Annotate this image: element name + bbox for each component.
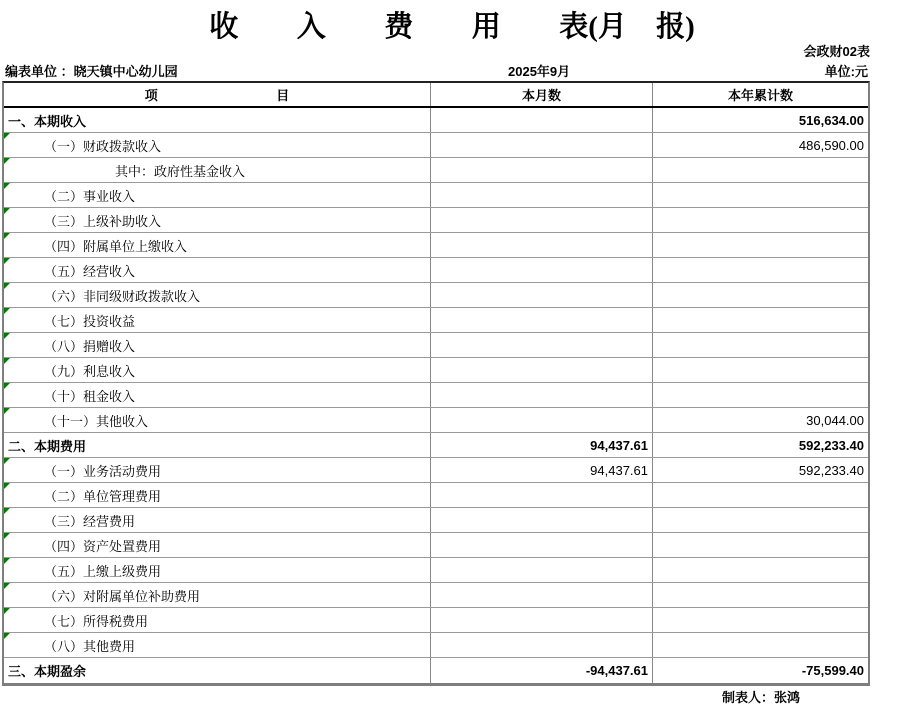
item-cell[interactable] bbox=[4, 358, 431, 382]
month-amount: 94,437.61 bbox=[590, 437, 648, 453]
table-row bbox=[4, 458, 868, 483]
item-cell[interactable] bbox=[4, 458, 431, 482]
month-amount-cell[interactable] bbox=[431, 333, 653, 357]
month-amount-cell[interactable] bbox=[431, 208, 653, 232]
table-row bbox=[4, 183, 868, 208]
ytd-amount-cell[interactable] bbox=[653, 208, 868, 232]
month-amount-cell[interactable] bbox=[431, 258, 653, 282]
table-row bbox=[4, 283, 868, 308]
item-label: （十一）其他收入 bbox=[44, 413, 149, 429]
ytd-amount-cell[interactable] bbox=[653, 358, 868, 382]
ytd-amount: 592,233.40 bbox=[798, 437, 864, 453]
table-row bbox=[4, 258, 868, 283]
item-cell[interactable] bbox=[4, 583, 431, 607]
cell-flag-icon bbox=[4, 383, 10, 389]
table-row bbox=[4, 233, 868, 258]
ytd-amount-cell[interactable] bbox=[653, 483, 868, 507]
table-row bbox=[4, 158, 868, 183]
table-row bbox=[4, 408, 868, 433]
form-code: 会政财02表 bbox=[803, 44, 870, 59]
cell-flag-icon bbox=[4, 508, 10, 514]
month-amount-cell[interactable] bbox=[431, 233, 653, 257]
cell-flag-icon bbox=[4, 233, 10, 239]
table-row bbox=[4, 608, 868, 633]
ytd-amount-cell[interactable] bbox=[653, 458, 868, 482]
column-header-month bbox=[431, 83, 653, 106]
item-cell[interactable] bbox=[4, 308, 431, 332]
column-header-item bbox=[4, 83, 431, 106]
month-amount-cell[interactable] bbox=[431, 483, 653, 507]
month-amount-cell[interactable] bbox=[431, 458, 653, 482]
item-label: （五）上缴上级费用 bbox=[44, 563, 162, 579]
item-cell[interactable] bbox=[4, 633, 431, 657]
item-cell[interactable] bbox=[4, 333, 431, 357]
item-label: （六）非同级财政拨款收入 bbox=[44, 288, 201, 304]
preparer-signature: 制表人：张鸿 bbox=[722, 690, 801, 705]
month-amount-cell[interactable] bbox=[431, 383, 653, 407]
month-amount-cell[interactable] bbox=[431, 283, 653, 307]
item-cell[interactable] bbox=[4, 558, 431, 582]
ytd-amount-cell[interactable] bbox=[653, 333, 868, 357]
month-amount-cell[interactable] bbox=[431, 608, 653, 632]
item-label: （七）所得税费用 bbox=[44, 613, 149, 629]
month-amount-cell[interactable] bbox=[431, 558, 653, 582]
table-row bbox=[4, 483, 868, 508]
item-cell[interactable] bbox=[4, 208, 431, 232]
month-amount-cell[interactable] bbox=[431, 358, 653, 382]
item-cell[interactable] bbox=[4, 658, 431, 683]
table-row bbox=[4, 108, 868, 133]
item-label: 二、本期费用 bbox=[8, 438, 87, 454]
item-label: （七）投资收益 bbox=[44, 313, 136, 329]
ytd-amount-cell[interactable] bbox=[653, 583, 868, 607]
table-row bbox=[4, 658, 868, 683]
item-cell[interactable] bbox=[4, 183, 431, 207]
cell-flag-icon bbox=[4, 283, 10, 289]
month-amount-cell[interactable] bbox=[431, 308, 653, 332]
cell-flag-icon bbox=[4, 158, 10, 164]
month-amount: -94,437.61 bbox=[585, 663, 648, 678]
table-row bbox=[4, 533, 868, 558]
item-cell[interactable] bbox=[4, 158, 431, 182]
item-cell[interactable] bbox=[4, 108, 431, 132]
ytd-amount: -75,599.40 bbox=[801, 663, 864, 678]
column-header-ytd bbox=[653, 83, 868, 106]
table-row bbox=[4, 358, 868, 383]
ytd-amount-cell[interactable] bbox=[653, 183, 868, 207]
ytd-amount: 592,233.40 bbox=[798, 462, 864, 478]
item-label: （三）经营费用 bbox=[44, 513, 136, 529]
month-amount-cell[interactable] bbox=[431, 533, 653, 557]
report-info-line bbox=[5, 61, 868, 77]
item-label: （九）利息收入 bbox=[44, 363, 136, 379]
cell-flag-icon bbox=[4, 608, 10, 614]
item-cell[interactable] bbox=[4, 383, 431, 407]
month-amount-cell[interactable] bbox=[431, 433, 653, 457]
item-label: （一）财政拨款收入 bbox=[44, 138, 162, 154]
item-label: （六）对附属单位补助费用 bbox=[44, 588, 201, 604]
month-amount-cell[interactable] bbox=[431, 508, 653, 532]
table-row bbox=[4, 383, 868, 408]
cell-flag-icon bbox=[4, 333, 10, 339]
item-label: 三、本期盈余 bbox=[8, 664, 87, 679]
table-row bbox=[4, 308, 868, 333]
item-label: （十）租金收入 bbox=[44, 388, 136, 404]
item-label: （四）资产处置费用 bbox=[44, 538, 162, 554]
month-amount-cell[interactable] bbox=[431, 658, 653, 683]
item-label: 一、本期收入 bbox=[8, 113, 87, 129]
item-cell[interactable] bbox=[4, 508, 431, 532]
table-row bbox=[4, 433, 868, 458]
ytd-amount: 486,590.00 bbox=[798, 137, 864, 153]
item-label: （一）业务活动费用 bbox=[44, 463, 162, 479]
table-header-row bbox=[4, 83, 868, 108]
currency-unit: 单位:元 bbox=[824, 64, 868, 79]
ytd-amount-cell[interactable] bbox=[653, 633, 868, 657]
table-body bbox=[4, 108, 868, 683]
item-label: （八）捐赠收入 bbox=[44, 338, 136, 354]
ytd-amount-cell[interactable] bbox=[653, 408, 868, 432]
item-label: （四）附属单位上缴收入 bbox=[44, 238, 188, 254]
reporting-unit: 编表单位 ：晓天镇中心幼儿园 bbox=[5, 64, 178, 79]
cell-flag-icon bbox=[4, 633, 10, 639]
ytd-amount: 30,044.00 bbox=[806, 412, 864, 428]
ytd-amount-cell[interactable] bbox=[653, 383, 868, 407]
column-header-month-label: 本月数 bbox=[521, 88, 561, 103]
ytd-amount: 516,634.00 bbox=[798, 112, 864, 128]
column-header-ytd-label: 本年累计数 bbox=[727, 88, 793, 103]
column-header-item-label: 项 目 bbox=[144, 88, 290, 103]
month-amount-cell[interactable] bbox=[431, 108, 653, 132]
table-row bbox=[4, 208, 868, 233]
item-label: 其中：政府性基金收入 bbox=[115, 163, 246, 179]
report-period: 2025年9月 bbox=[508, 64, 571, 79]
cell-flag-icon bbox=[4, 183, 10, 189]
ytd-amount-cell[interactable] bbox=[653, 433, 868, 457]
item-label: （三）上级补助收入 bbox=[44, 213, 162, 229]
month-amount-cell[interactable] bbox=[431, 183, 653, 207]
ytd-amount-cell[interactable] bbox=[653, 608, 868, 632]
ytd-amount-cell[interactable] bbox=[653, 508, 868, 532]
income-expense-table bbox=[2, 81, 870, 686]
item-cell[interactable] bbox=[4, 233, 431, 257]
item-label: （二）事业收入 bbox=[44, 188, 136, 204]
cell-flag-icon bbox=[4, 408, 10, 414]
ytd-amount-cell[interactable] bbox=[653, 658, 868, 683]
month-amount-cell[interactable] bbox=[431, 133, 653, 157]
table-row bbox=[4, 558, 868, 583]
ytd-amount-cell[interactable] bbox=[653, 108, 868, 132]
table-row bbox=[4, 133, 868, 158]
item-cell[interactable] bbox=[4, 283, 431, 307]
month-amount-cell[interactable] bbox=[431, 583, 653, 607]
table-row bbox=[4, 333, 868, 358]
ytd-amount-cell[interactable] bbox=[653, 308, 868, 332]
item-cell[interactable] bbox=[4, 433, 431, 457]
ytd-amount-cell[interactable] bbox=[653, 133, 868, 157]
table-row bbox=[4, 508, 868, 533]
item-cell[interactable] bbox=[4, 483, 431, 507]
month-amount-cell[interactable] bbox=[431, 633, 653, 657]
table-row bbox=[4, 583, 868, 608]
ytd-amount-cell[interactable] bbox=[653, 558, 868, 582]
page-title: 收 入 费 用 表(月 报) bbox=[209, 11, 695, 43]
ytd-amount-cell[interactable] bbox=[653, 158, 868, 182]
cell-flag-icon bbox=[4, 208, 10, 214]
cell-flag-icon bbox=[4, 133, 10, 139]
cell-flag-icon bbox=[4, 308, 10, 314]
month-amount-cell[interactable] bbox=[431, 158, 653, 182]
cell-flag-icon bbox=[4, 358, 10, 364]
item-label: （二）单位管理费用 bbox=[44, 488, 162, 504]
ytd-amount-cell[interactable] bbox=[653, 258, 868, 282]
cell-flag-icon bbox=[4, 483, 10, 489]
cell-flag-icon bbox=[4, 533, 10, 539]
month-amount: 94,437.61 bbox=[590, 462, 648, 478]
ytd-amount-cell[interactable] bbox=[653, 283, 868, 307]
item-cell[interactable] bbox=[4, 608, 431, 632]
item-cell[interactable] bbox=[4, 258, 431, 282]
item-cell[interactable] bbox=[4, 133, 431, 157]
ytd-amount-cell[interactable] bbox=[653, 533, 868, 557]
cell-flag-icon bbox=[4, 558, 10, 564]
month-amount-cell[interactable] bbox=[431, 408, 653, 432]
item-label: （八）其他费用 bbox=[44, 638, 136, 654]
cell-flag-icon bbox=[4, 583, 10, 589]
cell-flag-icon bbox=[4, 458, 10, 464]
ytd-amount-cell[interactable] bbox=[653, 233, 868, 257]
item-label: （五）经营收入 bbox=[44, 263, 136, 279]
item-cell[interactable] bbox=[4, 408, 431, 432]
table-row bbox=[4, 633, 868, 658]
item-cell[interactable] bbox=[4, 533, 431, 557]
cell-flag-icon bbox=[4, 258, 10, 264]
